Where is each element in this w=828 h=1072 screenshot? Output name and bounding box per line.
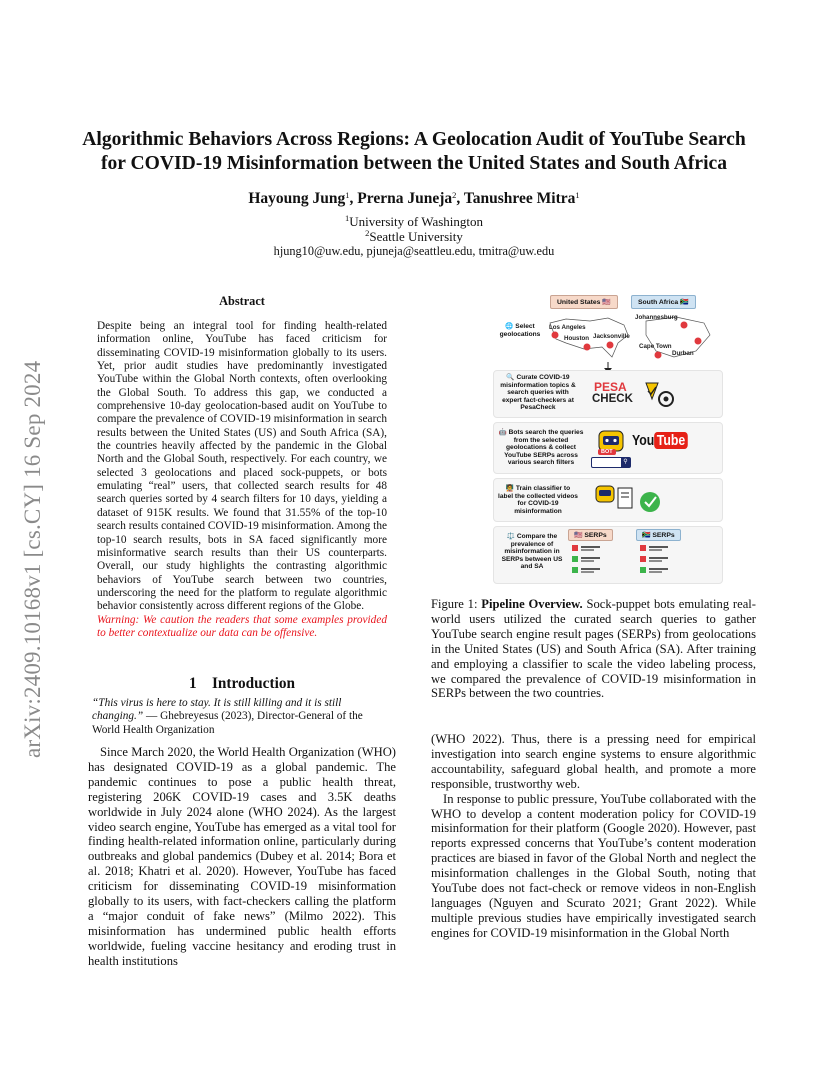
caption-title: Pipeline Overview. (481, 597, 583, 611)
credible-marker (572, 567, 578, 573)
figure-caption (431, 597, 756, 701)
pin-durban (695, 338, 702, 345)
pipeline-figure (493, 292, 721, 584)
right-paragraph-1: (WHO 2022). Thus, there is a pressing need for empirical investigation into search engine systems to ensure algorithmic accountability, safeguard global health, and promote a more responsible, trustworthy web. (431, 732, 756, 791)
affiliation-mark: 1 (344, 213, 350, 223)
city-label: Cape Town (639, 343, 672, 350)
step-train-classifier: 🧑‍🏫 Train classifier to label the collected videos for COVID-19 misinformation (498, 485, 578, 515)
credible-marker (572, 556, 578, 562)
city-label: Johannesburg (635, 314, 678, 321)
pesacheck-logo-pesa: PESA (594, 380, 627, 394)
affiliation (60, 229, 768, 245)
epigraph (92, 697, 392, 737)
sa-serp-list (640, 545, 668, 573)
title-line-1: Algorithmic Behaviors Across Regions: A Geolocation Audit of YouTube Search (82, 129, 746, 150)
caption-text: Sock-puppet bots emulating real-world users utilized the curated search queries to gather YouTube search engine result pages (SERPs) from geolocations in the United States (US) and South Africa (SA). After training and employing a classifier to scale the video labeling process, we compared the prevalence of COVID-19 misinformation in SERPs between the two countries. (431, 597, 756, 701)
checklist-gear-icon (642, 379, 678, 411)
author-affiliation-mark: 2 (452, 190, 457, 200)
abstract (97, 320, 387, 640)
content-warning: Warning: We caution the readers that some examples provided to better contextualize our data can be offensive. (97, 613, 387, 639)
intro-text: Since March 2020, the World Health Organization (WHO) has designated COVID-19 as a global pandemic. The pandemic continues to pose a public health threat, registering 206K COVID-19 cases and 3.5K deaths worldwide in July 2024 alone (WHO 2024). As the largest video search engine, YouTube has emerged as a vital tool for finding health-related information online, particularly during outbreaks and global pandemics (Dubey et al. 2014; Bora et al. 2018; Khatri et al. 2020). However, YouTube has faced criticism for disseminating COVID-19 misinformation globally to its users, with fact-checkers calling the platform a “major conduit of fake news” (Milmo 2022). This misinformation has undermined public health efforts worldwide, fueling vaccine hesitancy and eroding trust in health institutions (88, 745, 396, 968)
affiliation (60, 214, 768, 230)
pin-cape-town (655, 352, 662, 359)
arxiv-identifier: arXiv:2409.10168v1 [cs.CY] 16 Sep 2024 (20, 360, 45, 758)
city-label: Houston (564, 335, 590, 342)
affiliation-name: Seattle University (369, 229, 463, 244)
city-label: Durban (672, 350, 694, 357)
search-bar (591, 457, 631, 468)
city-label: Los Angeles (549, 324, 586, 331)
search-icon: ⚲ (621, 458, 630, 467)
figure-row-geolocation (493, 292, 723, 366)
author-name: Hayoung Jung (248, 190, 346, 207)
right-paragraph-2: In response to public pressure, YouTube collaborated with the WHO to develop a content moderation policy for COVID-19 misinformation for their platform (Google 2020). However, past reports expressed concerns that YouTube’s content moderation practices are biased in favor of the Global North and neglect the misinformation challenges in the Global South, noting that YouTube does not fact-check or remove videos in non-English languages (Nguyen and Scurato 2021; Grant 2022). While multiple previous studies have empirically investigated search engines for COVID-19 misinformation in the Global North (431, 791, 756, 940)
youtube-logo-tube: Tube (654, 432, 687, 449)
pin-los-angeles (552, 332, 559, 339)
sa-serps-label: 🇿🇦 SERPs (636, 529, 681, 541)
affiliation-name: University of Washington (349, 214, 483, 229)
abstract-text: Despite being an integral tool for finding health-related information online, YouTube has faced criticism for disseminating COVID-19 misinformation globally to its users. Yet, prior audit studies have predominantly investigated YouTube within the Global North contexts, often overlooking the Global South. To address this gap, we conducted a comprehensive 10-day geolocation-based audit on YouTube to compare the prevalence of COVID-19 misinformation in search results between the United States (US) and South Africa (SA), the countries heavily affected by the pandemic in the Global North and the Global South, respectively. For each country, we selected 3 geolocations and placed sock-puppets, or bots emulating “real” users, that collected search results for 48 search queries sorted by 4 search filters for 10 days, yielding a dataset of 915K results. We found that 31.55% of the top-10 search results contained COVID-19 misinformation. Among the top-10 search results, bots in SA faced significantly more misinformative search results than their US counterparts. Overall, our study highlights the contrasting algorithmic behaviors of YouTube search between two countries, underscoring the need for the platform to regulate algorithmic behavior consistently across different regions of the Globe. (97, 320, 387, 613)
sa-country-label: South Africa 🇿🇦 (631, 295, 696, 309)
author-emails[interactable]: hjung10@uw.edu, pjuneja@seattleu.edu, tmitra@uw.edu (273, 244, 555, 258)
bot-tag: BOT (598, 449, 616, 455)
author-list: Hayoung Jung$^1$, Prerna Juneja$^2$, Tanushree Mitra$^1$ (248, 190, 580, 207)
right-column-text (431, 732, 756, 941)
step-compare-prevalence: ⚖️ Compare the prevalence of misinformation in SERPs between US and SA (501, 533, 563, 571)
misinfo-marker (572, 545, 578, 551)
author-affiliation-mark: 1 (345, 190, 350, 200)
author-affiliation-mark: 1 (575, 190, 580, 200)
youtube-logo (632, 433, 688, 449)
figure-row-bots (493, 422, 723, 474)
us-country-label: United States 🇺🇸 (550, 295, 618, 309)
section-title: Introduction (211, 675, 295, 692)
pin-jacksonville (607, 342, 614, 349)
section-number: 1 (189, 675, 197, 692)
misinfo-marker (640, 545, 646, 551)
step-curate-queries: 🔍 Curate COVID-19 misinformation topics & search queries with expert fact-checkers at PesaCheck (500, 374, 576, 412)
caption-label: Figure 1: (431, 597, 478, 611)
pin-johannesburg (681, 322, 688, 329)
affiliation-mark: 2 (365, 228, 370, 238)
epigraph-source: — Ghebreyesus (2023), Director-General of the World Health Organization (92, 710, 363, 736)
epigraph-quote: “This virus is here to stay. It is still killing and it is still changing.” (92, 697, 342, 723)
credible-marker (640, 567, 646, 573)
step-bots-search: 🤖 Bots search the queries from the selected geolocations & collect YouTube SERPs across various search filters (498, 429, 584, 467)
classifier-icon (594, 482, 674, 520)
misinfo-marker (640, 556, 646, 562)
author-name: Prerna Juneja (357, 190, 453, 207)
figure-row-curate (493, 370, 723, 418)
figure-row-classifier (493, 478, 723, 522)
us-serps-label: 🇺🇸 SERPs (568, 529, 613, 541)
section-heading-introduction (88, 675, 396, 693)
pesacheck-logo-check: CHECK (592, 393, 633, 405)
serp-result-lists (570, 543, 720, 583)
author-name: Tanushree Mitra (463, 190, 576, 207)
title-line-2: for COVID-19 Misinformation between the United States and South Africa (100, 153, 728, 174)
us-serp-list (572, 545, 600, 573)
city-label: Jacksonville (593, 333, 630, 340)
figure-row-compare (493, 526, 723, 584)
step-select-geolocations: 🌐 Select geolocations (499, 323, 541, 338)
youtube-logo-you: You (632, 432, 655, 449)
intro-paragraph (88, 745, 396, 969)
abstract-heading: Abstract (219, 294, 265, 308)
pin-houston (584, 344, 591, 351)
paper-title (60, 128, 768, 176)
